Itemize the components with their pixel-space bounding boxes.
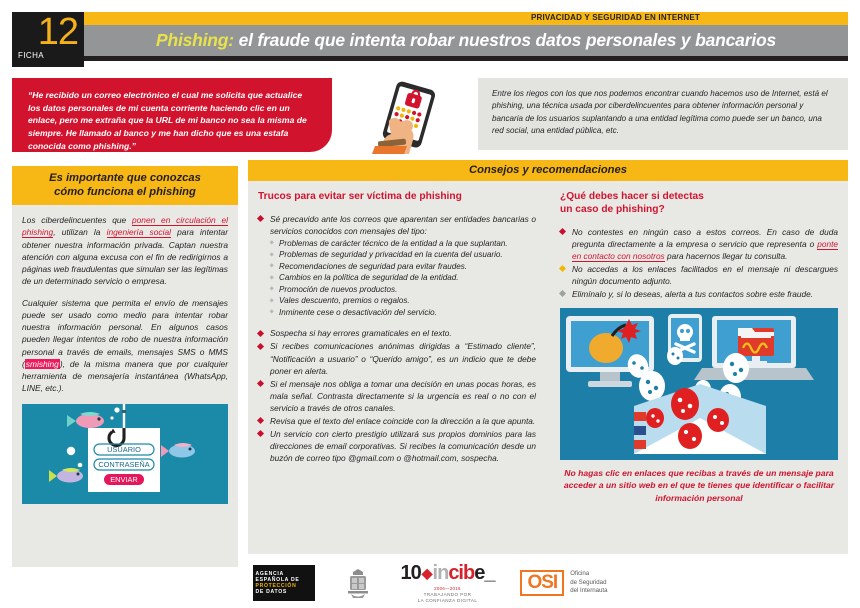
incibe-logo <box>401 562 495 604</box>
list-item <box>270 295 536 306</box>
lp2-highlight: smishing <box>25 358 59 369</box>
tricks-sub-text: Inminente cese o desactivación del servicio. <box>279 307 437 317</box>
small-diamond-bullet-icon <box>269 298 274 303</box>
left-column <box>12 166 238 556</box>
list-item <box>270 307 536 318</box>
testimonial-quote-text: “He recibido un correo electrónico el cual me solicita que actualice los datos personales de mi cuenta corriente haciendo clic en un enlace, pero me extraña que la URL de mi banco no sea la misma de siempre. He llamado al banco y me han dicho que es una estafa conocida como phishing.” <box>28 90 307 151</box>
tricks-sub-text: Recomendaciones de seguridad para evitar fraudes. <box>279 261 468 271</box>
lp2-b: ), de la misma manera que por cualquier herramienta de mensajería instantánea (WhatsApp, LINE, etc.). <box>22 358 228 394</box>
diamond-bullet-icon <box>257 330 264 337</box>
header-black-strip <box>84 56 848 61</box>
header-title-bar <box>84 25 848 56</box>
aepd-line4: DE DATOS <box>255 589 287 595</box>
actions-bullet-text: No accedas a los enlaces facilitados en el mensaje ni descargues ningún documento adjunto. <box>572 263 838 286</box>
tricks-sub-text: Cambios en la política de seguridad de la entidad. <box>279 273 459 283</box>
lp2-a: Cualquier sistema que permita el envío de mensajes puede ser usado como medio para intentar robar nuestra información personal. En algunos casos pueden llegar intentos de robo de nuestra información personal a través de emails, mensajes SMS o MMS ( <box>22 297 228 369</box>
aepd-logo <box>253 565 315 601</box>
list-item <box>560 288 838 300</box>
intro-row <box>0 78 860 158</box>
aepd-line3: PROTECCIÓN <box>255 583 297 589</box>
ficha-badge <box>12 12 84 67</box>
warning-text: No hagas clic en enlaces que recibas a través de un mensaje para acceder a un sitio web en el que te tienes que identificar o facilitar información personal <box>563 468 835 503</box>
actions-bullet-text-b: para hacernos llegar tu consulta. <box>664 250 788 261</box>
osi-tagline-line2: de Seguridad <box>570 578 607 586</box>
small-diamond-bullet-icon <box>269 310 274 315</box>
malware-devices-bugs-illustration <box>560 308 838 460</box>
tricks-list <box>258 213 536 465</box>
incibe-wordmark <box>401 562 495 585</box>
diamond-bullet-icon <box>559 290 566 297</box>
incibe-tagline-line2: LA CONFIANZA DIGITAL <box>417 598 478 603</box>
diamond-bullet-icon <box>257 215 264 222</box>
ficha-number: 12 <box>37 11 78 53</box>
left-paragraph-2 <box>22 297 228 395</box>
lp1-c: para intentar obtener nuestra información privada. Captan nuestra atención con alguna excusa con el fin de redirigirnos a páginas web fraudulentas que simulan ser las legítimas de un determinado servicio o empresa. <box>22 227 228 287</box>
left-column-heading <box>12 166 238 205</box>
osi-tagline-line3: del Internauta <box>570 587 608 595</box>
lp1-a: Los ciberdelincuentes que <box>22 215 132 225</box>
list-item <box>258 213 536 319</box>
left-paragraph-1 <box>22 214 228 288</box>
page-footer <box>0 558 860 608</box>
incibe-10: 10 <box>400 561 421 584</box>
tricks-column <box>248 181 548 554</box>
list-item <box>258 378 536 414</box>
ficha-label: FICHA <box>18 51 44 60</box>
advice-panel <box>248 160 848 556</box>
tricks-bullet-text: Si recibes comunicaciones anónimas dirigidas a “Estimado cliente”, “Notificación a usuario” o “Querido amigo”, es un indicio que te debe poner en alerta. <box>270 341 536 376</box>
aepd-line1: AGENCIA <box>255 571 284 577</box>
page-title-rest: el fraude que intenta robar nuestros datos personales y bancarios <box>233 30 776 50</box>
lp1-b: , utilizan la <box>53 227 107 238</box>
intro-info-text: Entre los riegos con los que nos podemos encontrar cuando hacemos uso de Internet, está el phishing, una técnica usada por ciberdelincuentes para obtener información personal y bancaria de los usuarios suplantando a una entidad legítima como puede ser un banco, una red social, una entidad pública, etc. <box>492 89 828 135</box>
header-yellow-bar <box>84 12 848 25</box>
actions-list <box>560 226 838 301</box>
hand-holding-phone-illustration <box>345 80 465 154</box>
page-header <box>0 0 860 68</box>
login-submit-label: ENVIAR <box>110 474 138 484</box>
osi-tagline-line1: Oficina <box>570 569 590 577</box>
list-item <box>258 340 536 376</box>
diamond-bullet-icon <box>559 265 566 272</box>
tricks-sub-text: Vales descuento, premios o regalos. <box>279 296 410 306</box>
small-diamond-bullet-icon <box>269 241 274 246</box>
list-item <box>560 226 838 262</box>
actions-bullet-text: Elimínalo y, si lo deseas, alerta a tus contactos sobre este fraude. <box>572 289 814 300</box>
osi-wordmark: OSI <box>520 570 564 596</box>
page-title-keyword: Phishing: <box>155 30 234 50</box>
list-item <box>258 415 536 427</box>
osi-logo <box>520 570 607 596</box>
incibe-diamond-icon: ◆ <box>421 564 432 581</box>
contact-us-link[interactable]: ponte en contacto con nosotros <box>572 238 838 261</box>
incibe-tagline-line1: TRABAJANDO POR <box>423 591 472 597</box>
tricks-bullet-text: Un servicio con cierto prestigio utilizará sus propios dominios para las direcciones de email corporativas. Si recibes la comunicación desde un buzón de correo tipo @gmail.com o @hotmail.com, sospecha. <box>270 429 536 464</box>
laptop-icon <box>694 316 814 380</box>
diamond-bullet-icon <box>257 417 264 424</box>
list-item <box>270 272 536 283</box>
left-column-body <box>12 205 238 567</box>
intro-info-box <box>478 78 848 150</box>
aepd-line2: ESPAÑOLA DE <box>255 577 300 583</box>
list-item <box>560 263 838 287</box>
gobierno-espana-coat-of-arms-icon <box>341 565 375 601</box>
small-diamond-bullet-icon <box>269 287 274 292</box>
incibe-tagline <box>418 592 478 604</box>
tricks-sub-text: Problemas de seguridad y privacidad en la cuenta del usuario. <box>279 250 503 260</box>
tricks-title: Trucos para evitar ser víctima de phishing <box>258 191 462 202</box>
actions-column <box>548 181 848 554</box>
list-item <box>258 428 536 464</box>
incibe-e: e_ <box>474 561 495 584</box>
tricks-bullet-text: Revisa que el texto del enlace coincide con la dirección a la que apunta. <box>270 416 536 427</box>
left-column-heading-line2: cómo funciona el phishing <box>54 186 196 198</box>
tricks-sublist <box>270 238 536 318</box>
spacer <box>258 319 536 326</box>
left-column-heading-line1: Es importante que conozcas <box>49 172 201 184</box>
phishing-fishing-hook-illustration <box>22 404 228 504</box>
list-item <box>270 249 536 260</box>
diamond-bullet-icon <box>257 343 264 350</box>
incibe-cib: cib <box>448 561 475 584</box>
tricks-bullet-text: Sospecha si hay errores gramaticales en el texto. <box>270 328 452 339</box>
list-item <box>258 327 536 339</box>
small-diamond-bullet-icon <box>269 275 274 280</box>
actions-title-line1: ¿Qué debes hacer si detectas <box>560 191 704 202</box>
small-diamond-bullet-icon <box>269 264 274 269</box>
osi-tagline <box>570 570 607 596</box>
diamond-bullet-icon <box>257 380 264 387</box>
page-title <box>156 30 776 51</box>
list-item <box>270 261 536 272</box>
tricks-bullet-text: Sé precavido ante los correos que aparentan ser entidades bancarias o servicios conocidos con mensajes del tipo: <box>270 213 536 236</box>
tricks-bullet-text: Si el mensaje nos obliga a tomar una decisión en unas pocas horas, es mala señal. Contrasta directamente si la urgencia es real o no con el servicio a través de otros canales. <box>270 378 536 414</box>
diamond-bullet-icon <box>257 430 264 437</box>
list-item <box>270 238 536 249</box>
login-user-label: USUARIO <box>107 444 141 454</box>
tricks-sub-text: Promoción de nuevos productos. <box>279 284 398 294</box>
diamond-bullet-icon <box>559 228 566 235</box>
testimonial-quote-box <box>12 78 332 152</box>
incibe-years: 2006—2016 <box>434 585 461 591</box>
actions-bullet-text-a: No contestes en ningún caso a estos correos. En caso de duda pregunta directamente a la empresa o servicio que representa o <box>572 226 838 249</box>
login-password-label: CONTRASEÑA <box>98 459 150 469</box>
actions-title <box>560 191 838 217</box>
lp1-highlight-1: ponen en circulación el phishing <box>22 215 228 238</box>
header-category-label: PRIVACIDAD Y SEGURIDAD EN INTERNET <box>530 13 700 22</box>
list-item <box>270 284 536 295</box>
incibe-in: in <box>432 561 449 584</box>
tricks-sub-text: Problemas de carácter técnico de la entidad a la que suplantan. <box>279 238 508 248</box>
advice-panel-heading: Consejos y recomendaciones <box>248 160 848 181</box>
advice-panel-body <box>248 181 848 554</box>
actions-title-line2: un caso de phishing? <box>560 203 665 215</box>
lp1-highlight-2: ingeniería social <box>106 227 171 238</box>
small-diamond-bullet-icon <box>269 252 274 257</box>
